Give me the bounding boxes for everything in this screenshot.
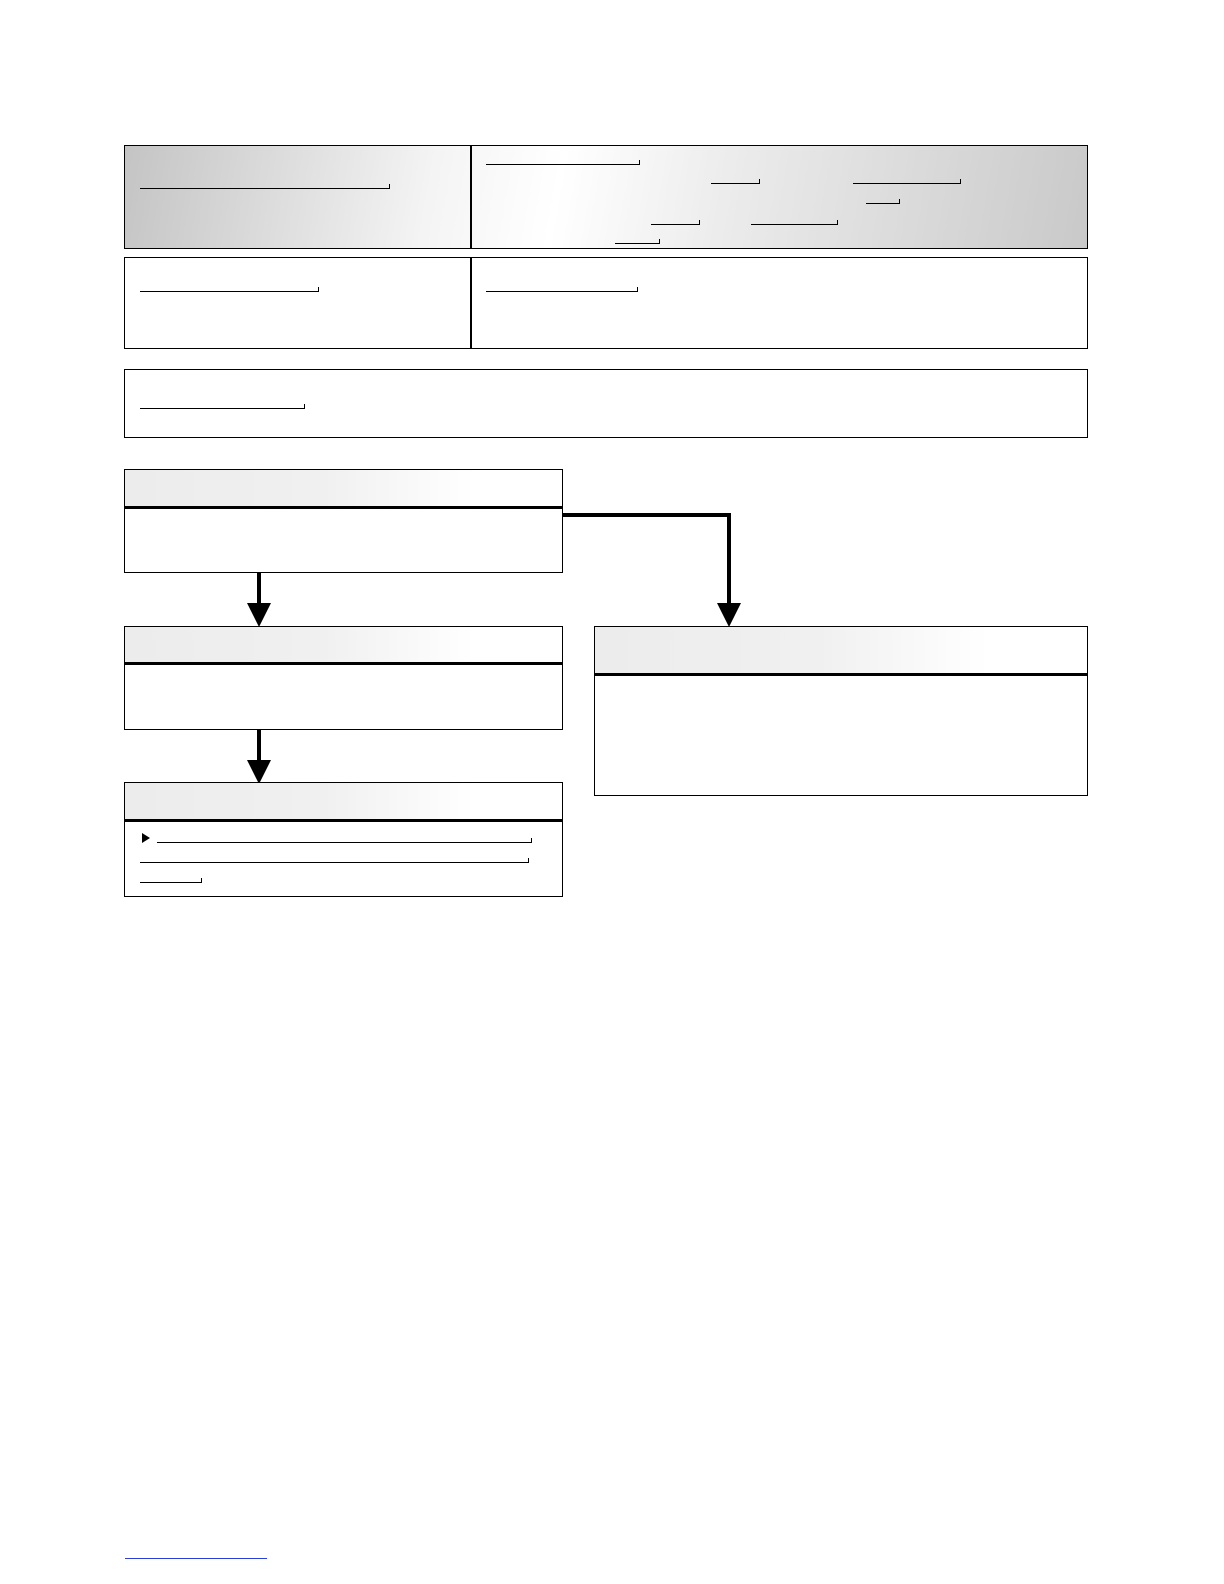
bottom-left-text-line-3 — [140, 882, 201, 883]
flow-box-right — [594, 626, 1088, 796]
arrowhead-bottom — [247, 760, 271, 784]
flow-box-bottom-left-header — [125, 783, 562, 822]
connector-top-to-right — [562, 515, 729, 604]
arrowhead-middle — [247, 603, 271, 627]
bottom-left-text-line-1 — [157, 842, 531, 843]
footer-rule — [125, 1558, 267, 1559]
bullet-arrow-icon — [142, 833, 150, 843]
flow-box-middle-left-header — [125, 627, 562, 665]
arrowhead-right — [717, 603, 741, 627]
bottom-left-text-line-2 — [140, 862, 528, 863]
flow-box-middle-left — [124, 626, 563, 730]
flow-box-top-left — [124, 469, 563, 573]
flow-box-right-header — [595, 627, 1087, 676]
flow-box-bottom-left — [124, 782, 563, 897]
flow-box-top-left-header — [125, 470, 562, 509]
